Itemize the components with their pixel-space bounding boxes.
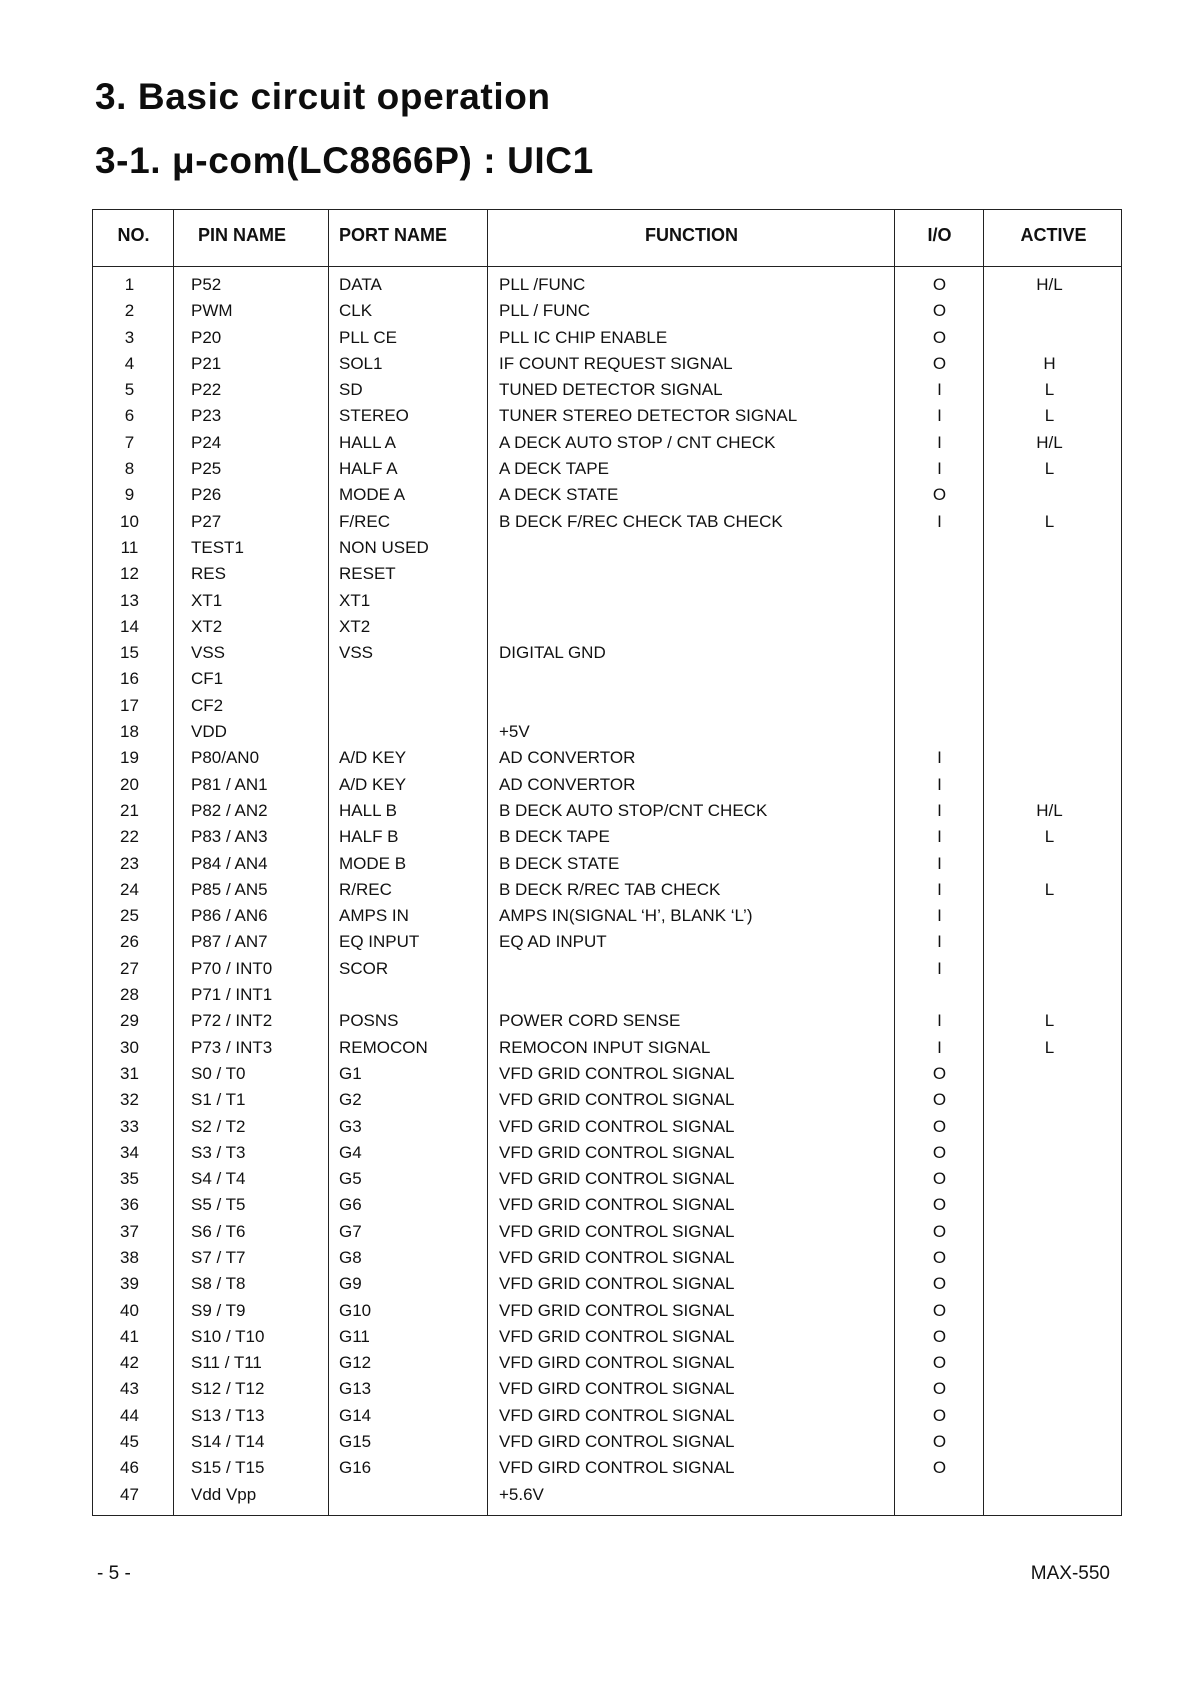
- cell-io: I: [937, 459, 942, 479]
- cell-function: B DECK F/REC CHECK TAB CHECK: [499, 511, 783, 531]
- table-row: [93, 298, 1121, 324]
- header-pin-name: PIN NAME: [198, 224, 287, 245]
- cell-no: 17: [120, 695, 139, 715]
- cell-pin-name: VSS: [191, 643, 226, 663]
- cell-port-name: SCOR: [339, 958, 389, 978]
- section-title: 3. Basic circuit operation: [95, 76, 551, 117]
- cell-no: 45: [120, 1432, 139, 1452]
- table-row: [93, 588, 1121, 614]
- cell-pin-name: P20: [191, 327, 222, 347]
- cell-pin-name: P22: [191, 380, 222, 400]
- cell-pin-name: XT1: [191, 590, 223, 610]
- cell-active: L: [1044, 879, 1055, 899]
- cell-active: H/L: [1036, 432, 1063, 452]
- table-row: [93, 640, 1121, 666]
- cell-function: B DECK R/REC TAB CHECK: [499, 879, 721, 899]
- cell-no: 46: [120, 1458, 139, 1478]
- subsection-title: 3-1. μ-com(LC8866P) : UIC1: [95, 140, 594, 181]
- cell-no: 3: [124, 327, 135, 347]
- cell-port-name: A/D KEY: [339, 748, 407, 768]
- cell-pin-name: S11 / T11: [191, 1353, 262, 1373]
- cell-active: H/L: [1036, 800, 1063, 820]
- cell-no: 44: [120, 1405, 139, 1425]
- cell-no: 19: [120, 748, 139, 768]
- cell-port-name: G5: [339, 1169, 362, 1189]
- cell-no: 23: [120, 853, 139, 873]
- cell-function: VFD GRID CONTROL SIGNAL: [499, 1090, 735, 1110]
- cell-no: 34: [120, 1142, 139, 1162]
- cell-port-name: G13: [339, 1379, 372, 1399]
- cell-port-name: G9: [339, 1274, 362, 1294]
- cell-port-name: HALL A: [339, 432, 397, 452]
- page-number: - 5 -: [97, 1563, 131, 1584]
- cell-no: 12: [120, 564, 139, 584]
- cell-port-name: MODE A: [339, 485, 406, 505]
- cell-active: L: [1044, 1011, 1055, 1031]
- cell-function: POWER CORD SENSE: [499, 1011, 681, 1031]
- header-active: ACTIVE: [1020, 224, 1087, 245]
- cell-no: 33: [120, 1116, 139, 1136]
- cell-no: 21: [120, 800, 139, 820]
- cell-port-name: G2: [339, 1090, 362, 1110]
- cell-active: L: [1044, 511, 1055, 531]
- cell-io: I: [937, 958, 942, 978]
- table-row: [93, 1192, 1121, 1218]
- table-row: [93, 1298, 1121, 1324]
- cell-port-name: VSS: [339, 643, 374, 663]
- cell-function: VFD GIRD CONTROL SIGNAL: [499, 1379, 735, 1399]
- table-row: [93, 1376, 1121, 1402]
- cell-no: 42: [120, 1353, 139, 1373]
- cell-no: 39: [120, 1274, 139, 1294]
- cell-pin-name: S1 / T1: [191, 1090, 246, 1110]
- cell-io: O: [932, 353, 947, 373]
- pin-function-table: [92, 209, 1122, 1516]
- cell-active: L: [1044, 459, 1055, 479]
- table-body: [93, 272, 1121, 1508]
- cell-no: 24: [120, 879, 139, 899]
- cell-io: O: [932, 1063, 947, 1083]
- cell-no: 5: [124, 380, 135, 400]
- cell-port-name: NON USED: [339, 537, 429, 557]
- table-row: [93, 1087, 1121, 1113]
- cell-no: 16: [120, 669, 139, 689]
- table-row: [93, 903, 1121, 929]
- cell-no: 6: [124, 406, 135, 426]
- table-row: [93, 614, 1121, 640]
- cell-active: L: [1044, 380, 1055, 400]
- table-row: [93, 430, 1121, 456]
- cell-pin-name: CF1: [191, 669, 224, 689]
- table-row: [93, 1482, 1121, 1508]
- cell-io: O: [932, 1090, 947, 1110]
- cell-pin-name: S7 / T7: [191, 1247, 246, 1267]
- cell-function: PLL / FUNC: [499, 301, 591, 321]
- cell-pin-name: S14 / T14: [191, 1432, 265, 1452]
- cell-function: PLL IC CHIP ENABLE: [499, 327, 668, 347]
- cell-function: VFD GRID CONTROL SIGNAL: [499, 1221, 735, 1241]
- cell-io: O: [932, 301, 947, 321]
- cell-io: I: [937, 879, 942, 899]
- cell-io: I: [937, 906, 942, 926]
- cell-io: I: [937, 1011, 942, 1031]
- cell-function: VFD GIRD CONTROL SIGNAL: [499, 1353, 735, 1373]
- cell-port-name: G4: [339, 1142, 362, 1162]
- cell-no: 29: [120, 1011, 139, 1031]
- table-row: [93, 403, 1121, 429]
- cell-function: VFD GIRD CONTROL SIGNAL: [499, 1405, 735, 1425]
- cell-io: I: [937, 774, 942, 794]
- cell-io: O: [932, 1326, 947, 1346]
- table-row: [93, 535, 1121, 561]
- cell-no: 38: [120, 1247, 139, 1267]
- cell-io: I: [937, 827, 942, 847]
- cell-io: I: [937, 406, 942, 426]
- cell-no: 40: [120, 1300, 139, 1320]
- cell-port-name: G10: [339, 1300, 372, 1320]
- cell-pin-name: P84 / AN4: [191, 853, 268, 873]
- table-row: [93, 1455, 1121, 1481]
- header-no: NO.: [117, 224, 150, 245]
- header-io: I/O: [927, 224, 952, 245]
- cell-pin-name: Vdd Vpp: [191, 1484, 257, 1504]
- table-row: [93, 693, 1121, 719]
- cell-io: O: [932, 275, 947, 294]
- table-row: [93, 877, 1121, 903]
- cell-port-name: POSNS: [339, 1011, 399, 1031]
- cell-io: O: [932, 1274, 947, 1294]
- cell-active: H/L: [1036, 275, 1063, 294]
- cell-function: A DECK TAPE: [499, 459, 609, 479]
- table-header: [93, 210, 1121, 267]
- cell-no: 4: [124, 353, 135, 373]
- cell-no: 13: [120, 590, 139, 610]
- cell-no: 32: [120, 1090, 139, 1110]
- cell-no: 36: [120, 1195, 139, 1215]
- cell-pin-name: P81 / AN1: [191, 774, 268, 794]
- table-row: [93, 851, 1121, 877]
- table-row: [93, 1350, 1121, 1376]
- table-row: [93, 1166, 1121, 1192]
- cell-pin-name: S2 / T2: [191, 1116, 246, 1136]
- cell-no: 1: [124, 275, 135, 294]
- cell-function: VFD GRID CONTROL SIGNAL: [499, 1169, 735, 1189]
- cell-port-name: SD: [339, 380, 363, 400]
- table-row: [93, 1140, 1121, 1166]
- header-function: FUNCTION: [645, 224, 738, 245]
- table-row: [93, 1219, 1121, 1245]
- cell-pin-name: S10 / T10: [191, 1326, 265, 1346]
- table-row: [93, 561, 1121, 587]
- cell-function: IF COUNT REQUEST SIGNAL: [499, 353, 733, 373]
- cell-no: 25: [120, 906, 139, 926]
- cell-function: DIGITAL GND: [499, 643, 606, 663]
- cell-io: O: [932, 1432, 947, 1452]
- cell-active: H: [1043, 353, 1056, 373]
- cell-no: 26: [120, 932, 139, 952]
- cell-io: O: [932, 1458, 947, 1478]
- cell-no: 27: [120, 958, 139, 978]
- cell-no: 10: [120, 511, 139, 531]
- cell-pin-name: S3 / T3: [191, 1142, 246, 1162]
- table-row: [93, 456, 1121, 482]
- cell-function: A DECK AUTO STOP / CNT CHECK: [499, 432, 776, 452]
- cell-pin-name: P52: [191, 275, 222, 294]
- cell-io: O: [932, 1195, 947, 1215]
- cell-pin-name: S12 / T12: [191, 1379, 265, 1399]
- cell-port-name: XT2: [339, 616, 371, 636]
- cell-function: A DECK STATE: [499, 485, 619, 505]
- cell-port-name: G15: [339, 1432, 372, 1452]
- cell-active: L: [1044, 1037, 1055, 1057]
- table-row: [93, 666, 1121, 692]
- cell-pin-name: CF2: [191, 695, 224, 715]
- cell-no: 9: [124, 485, 135, 505]
- cell-pin-name: P82 / AN2: [191, 800, 268, 820]
- table-row: [93, 272, 1121, 298]
- cell-io: I: [937, 800, 942, 820]
- cell-function: TUNED DETECTOR SIGNAL: [499, 380, 723, 400]
- table-row: [93, 1114, 1121, 1140]
- cell-io: O: [932, 1379, 947, 1399]
- cell-pin-name: S4 / T4: [191, 1169, 246, 1189]
- header-port-name: PORT NAME: [339, 224, 447, 245]
- cell-pin-name: P27: [191, 511, 222, 531]
- table-row: [93, 745, 1121, 771]
- cell-no: 2: [124, 301, 135, 321]
- cell-io: O: [932, 327, 947, 347]
- cell-function: REMOCON INPUT SIGNAL: [499, 1037, 711, 1057]
- cell-io: I: [937, 432, 942, 452]
- cell-port-name: A/D KEY: [339, 774, 407, 794]
- cell-port-name: G7: [339, 1221, 362, 1241]
- cell-no: 11: [120, 537, 139, 557]
- table-row: [93, 956, 1121, 982]
- cell-io: O: [932, 1169, 947, 1189]
- cell-port-name: PLL CE: [339, 327, 397, 347]
- table-row: [93, 798, 1121, 824]
- cell-io: O: [932, 1221, 947, 1241]
- cell-port-name: XT1: [339, 590, 371, 610]
- cell-pin-name: S15 / T15: [191, 1458, 265, 1478]
- cell-pin-name: PWM: [191, 301, 233, 321]
- cell-no: 14: [120, 616, 139, 636]
- cell-function: VFD GIRD CONTROL SIGNAL: [499, 1432, 735, 1452]
- table-row: [93, 719, 1121, 745]
- cell-io: I: [937, 853, 942, 873]
- cell-pin-name: P70 / INT0: [191, 958, 273, 978]
- cell-port-name: G12: [339, 1353, 372, 1373]
- cell-active: L: [1044, 827, 1055, 847]
- cell-pin-name: P86 / AN6: [191, 906, 268, 926]
- table-row: [93, 351, 1121, 377]
- table-row: [93, 1008, 1121, 1034]
- cell-no: 47: [120, 1484, 139, 1504]
- cell-port-name: G14: [339, 1405, 372, 1425]
- cell-no: 7: [124, 432, 135, 452]
- cell-port-name: R/REC: [339, 879, 392, 899]
- cell-function: VFD GRID CONTROL SIGNAL: [499, 1063, 735, 1083]
- cell-pin-name: P80/AN0: [191, 748, 260, 768]
- cell-port-name: AMPS IN: [339, 906, 409, 926]
- cell-pin-name: S5 / T5: [191, 1195, 246, 1215]
- cell-no: 8: [124, 459, 135, 479]
- cell-io: O: [932, 1300, 947, 1320]
- table-row: [93, 377, 1121, 403]
- cell-pin-name: P83 / AN3: [191, 827, 268, 847]
- table-row: [93, 824, 1121, 850]
- cell-io: O: [932, 1142, 947, 1162]
- cell-function: B DECK TAPE: [499, 827, 610, 847]
- cell-port-name: CLK: [339, 301, 373, 321]
- table-row: [93, 1271, 1121, 1297]
- cell-function: VFD GRID CONTROL SIGNAL: [499, 1274, 735, 1294]
- cell-port-name: G16: [339, 1458, 372, 1478]
- table-row: [93, 1324, 1121, 1350]
- table-row: [93, 1035, 1121, 1061]
- cell-function: VFD GRID CONTROL SIGNAL: [499, 1116, 735, 1136]
- cell-pin-name: P72 / INT2: [191, 1011, 273, 1031]
- cell-pin-name: P73 / INT3: [191, 1037, 273, 1057]
- cell-function: +5V: [499, 722, 530, 742]
- cell-pin-name: S13 / T13: [191, 1405, 265, 1425]
- cell-no: 18: [120, 722, 139, 742]
- table-row: [93, 482, 1121, 508]
- cell-active: L: [1044, 406, 1055, 426]
- cell-io: I: [937, 380, 942, 400]
- cell-function: TUNER STEREO DETECTOR SIGNAL: [499, 406, 798, 426]
- cell-pin-name: TEST1: [191, 537, 244, 557]
- cell-pin-name: P87 / AN7: [191, 932, 268, 952]
- cell-no: 15: [120, 643, 139, 663]
- cell-pin-name: RES: [191, 564, 226, 584]
- cell-function: VFD GRID CONTROL SIGNAL: [499, 1326, 735, 1346]
- cell-function: AMPS IN(SIGNAL ‘H’, BLANK ‘L’): [499, 906, 753, 926]
- cell-port-name: HALF B: [339, 827, 399, 847]
- cell-function: PLL /FUNC: [499, 275, 586, 294]
- model-name: MAX-550: [1030, 1563, 1110, 1584]
- cell-io: I: [937, 511, 942, 531]
- cell-pin-name: S8 / T8: [191, 1274, 246, 1294]
- cell-no: 22: [120, 827, 139, 847]
- cell-no: 28: [120, 985, 139, 1005]
- cell-io: O: [932, 1247, 947, 1267]
- cell-io: O: [932, 1405, 947, 1425]
- cell-port-name: G3: [339, 1116, 362, 1136]
- cell-function: VFD GRID CONTROL SIGNAL: [499, 1247, 735, 1267]
- cell-no: 20: [120, 774, 139, 794]
- cell-no: 43: [120, 1379, 139, 1399]
- table-row: [93, 982, 1121, 1008]
- cell-function: +5.6V: [499, 1484, 544, 1504]
- table-row: [93, 1429, 1121, 1455]
- cell-pin-name: S6 / T6: [191, 1221, 246, 1241]
- cell-port-name: HALF A: [339, 459, 398, 479]
- cell-port-name: MODE B: [339, 853, 407, 873]
- table-row: [93, 325, 1121, 351]
- cell-function: B DECK STATE: [499, 853, 620, 873]
- table-row: [93, 1245, 1121, 1271]
- cell-pin-name: P23: [191, 406, 222, 426]
- cell-function: VFD GRID CONTROL SIGNAL: [499, 1195, 735, 1215]
- cell-no: 30: [120, 1037, 139, 1057]
- cell-pin-name: P24: [191, 432, 222, 452]
- cell-pin-name: S0 / T0: [191, 1063, 246, 1083]
- cell-pin-name: P71 / INT1: [191, 985, 273, 1005]
- cell-port-name: DATA: [339, 275, 382, 294]
- cell-function: VFD GRID CONTROL SIGNAL: [499, 1142, 735, 1162]
- cell-port-name: REMOCON: [339, 1037, 428, 1057]
- cell-io: O: [932, 1116, 947, 1136]
- cell-function: VFD GRID CONTROL SIGNAL: [499, 1300, 735, 1320]
- cell-function: AD CONVERTOR: [499, 774, 636, 794]
- cell-port-name: F/REC: [339, 511, 390, 531]
- cell-port-name: G8: [339, 1247, 362, 1267]
- cell-io: O: [932, 485, 947, 505]
- cell-port-name: G1: [339, 1063, 362, 1083]
- table-row: [93, 1403, 1121, 1429]
- cell-port-name: HALL B: [339, 800, 397, 820]
- cell-port-name: G6: [339, 1195, 362, 1215]
- table-row: [93, 1061, 1121, 1087]
- table-row: [93, 509, 1121, 535]
- cell-io: O: [932, 1353, 947, 1373]
- cell-no: 41: [120, 1326, 139, 1346]
- cell-no: 31: [120, 1063, 139, 1083]
- cell-port-name: EQ INPUT: [339, 932, 420, 952]
- cell-function: B DECK AUTO STOP/CNT CHECK: [499, 800, 768, 820]
- cell-port-name: RESET: [339, 564, 396, 584]
- cell-pin-name: VDD: [191, 722, 227, 742]
- cell-io: I: [937, 748, 942, 768]
- cell-port-name: SOL1: [339, 353, 383, 373]
- cell-function: VFD GIRD CONTROL SIGNAL: [499, 1458, 735, 1478]
- table-row: [93, 772, 1121, 798]
- cell-no: 37: [120, 1221, 139, 1241]
- cell-pin-name: P85 / AN5: [191, 879, 268, 899]
- cell-io: I: [937, 932, 942, 952]
- cell-pin-name: P21: [191, 353, 222, 373]
- table-row: [93, 929, 1121, 955]
- cell-io: I: [937, 1037, 942, 1057]
- cell-pin-name: P25: [191, 459, 222, 479]
- cell-no: 35: [120, 1169, 139, 1189]
- cell-function: AD CONVERTOR: [499, 748, 636, 768]
- cell-port-name: STEREO: [339, 406, 409, 426]
- cell-function: EQ AD INPUT: [499, 932, 607, 952]
- cell-pin-name: P26: [191, 485, 222, 505]
- cell-pin-name: XT2: [191, 616, 223, 636]
- cell-pin-name: S9 / T9: [191, 1300, 246, 1320]
- cell-port-name: G11: [339, 1326, 370, 1346]
